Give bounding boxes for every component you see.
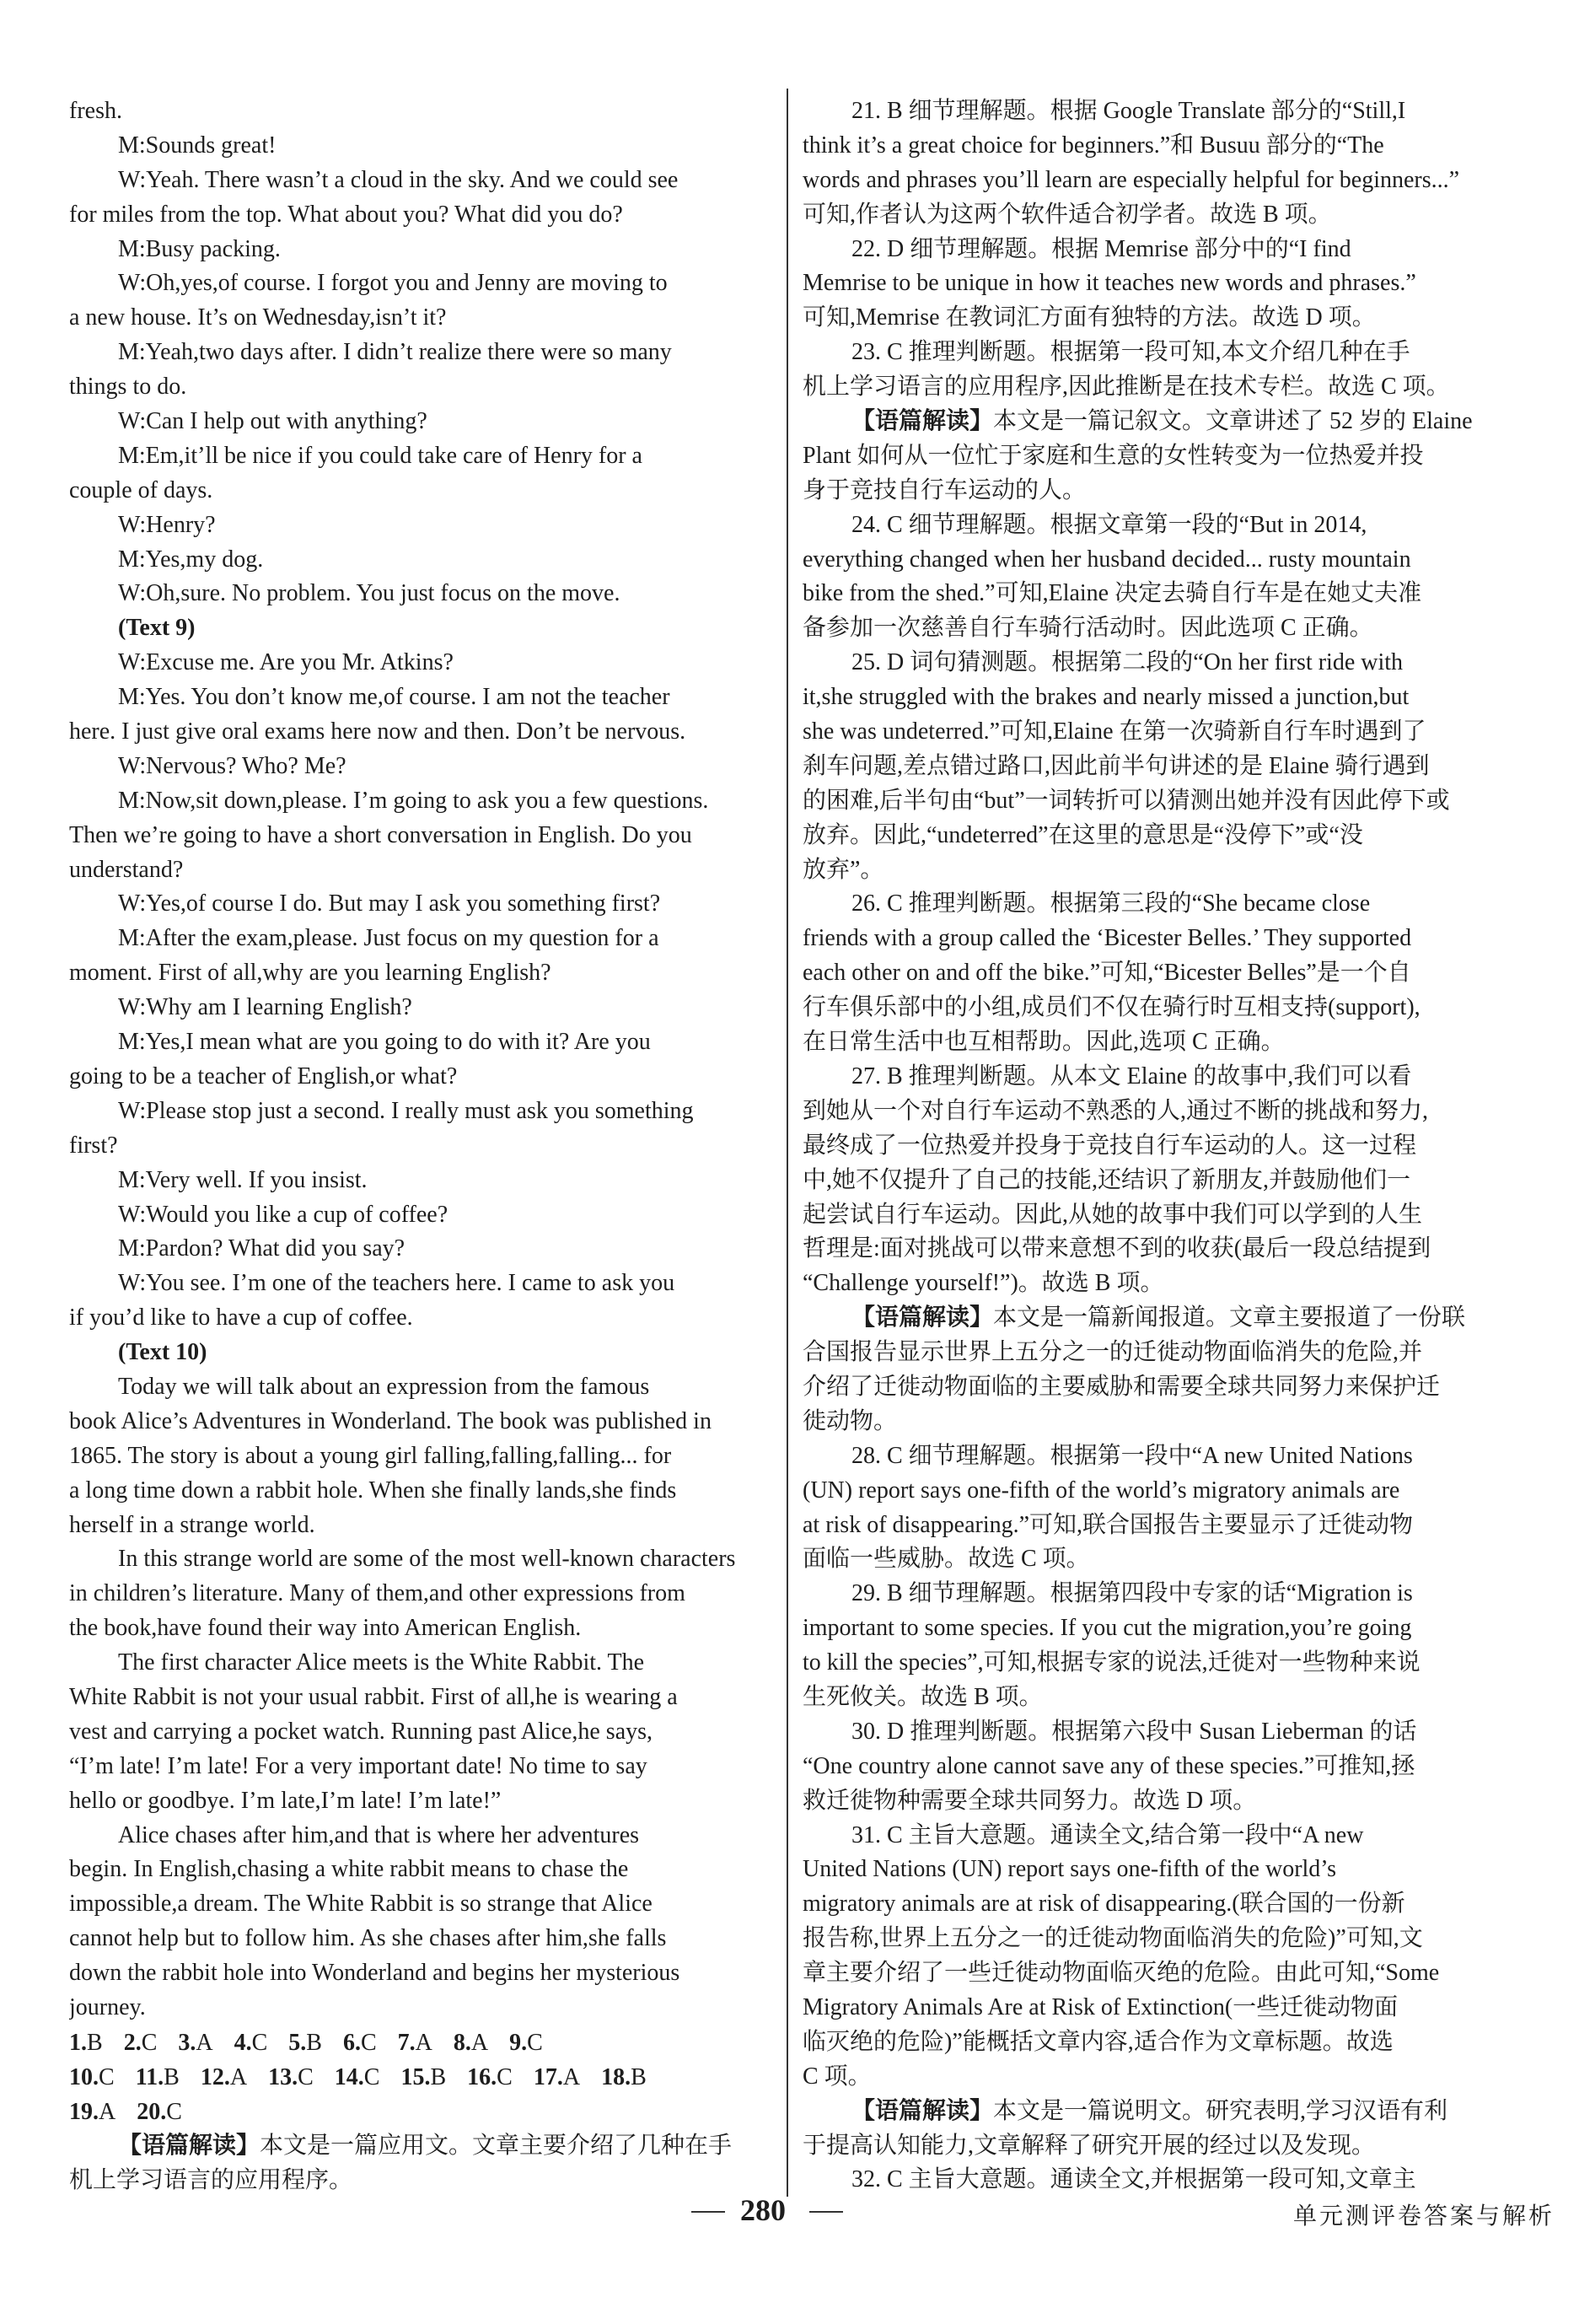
left-column: [69, 94, 771, 2198]
answer-number: 19.: [69, 2098, 99, 2125]
explanation-text-line: 31. C 主旨大意题。通读全文,结合第一段中“A new: [851, 1821, 1364, 1848]
explanation-text-line: friends with a group called the ‘Bicester Belles.’ They supported: [803, 925, 1412, 952]
explanation-text-line: 机上学习语言的应用程序,因此推断是在技术专栏。故选 C 项。: [803, 374, 1450, 401]
explanation-text-line: 30. D 推理判断题。根据第六段中 Susan Lieberman 的话: [851, 1718, 1417, 1745]
answer-item: 20.C: [137, 2098, 182, 2125]
explanation-text-line: 最终成了一位热爱并投身于竞技自行车运动的人。这一过程: [803, 1132, 1417, 1159]
answer-item: 7.A: [397, 2029, 432, 2056]
transcript-text-line: W:Can I help out with anything?: [118, 408, 427, 435]
transcript-text-line: impossible,a dream. The White Rabbit is so strange that Alice: [69, 1891, 653, 1918]
transcript-text-line: vest and carrying a pocket watch. Running past Alice,he says,: [69, 1718, 653, 1745]
answer-item: 9.C: [509, 2029, 543, 2056]
answer-item: 8.A: [453, 2029, 489, 2056]
explanation-text-line: “Challenge yourself!”)。故选 B 项。: [803, 1270, 1164, 1297]
transcript-text-line: hello or goodbye. I’m late,I’m late! I’m late!”: [69, 1787, 502, 1814]
explanation-text-line: 面临一些威胁。故选 C 项。: [803, 1546, 1090, 1573]
answer-item: 4.C: [234, 2029, 268, 2056]
explanation-text-line: 26. C 推理判断题。根据第三段的“She became close: [851, 890, 1371, 917]
answer-number: 13.: [268, 2063, 298, 2090]
explanation-text-line: 合国报告显示世界上五分之一的迁徙动物面临消失的危险,并: [803, 1339, 1423, 1366]
answer-row: [69, 2095, 771, 2129]
explanation-text-line: at risk of disappearing.”可知,联合国报告主要显示了迁徙动物: [803, 1511, 1414, 1538]
page-footer: [0, 2192, 1579, 2235]
transcript-text-line: things to do.: [69, 374, 187, 401]
explanation-text-line: bike from the shed.”可知,Elaine 决定去骑自行车是在她丈夫准: [803, 580, 1422, 607]
transcript-text-line: M:Busy packing.: [118, 235, 281, 262]
page-number-dash-right: [809, 2211, 843, 2213]
answer-number: 12.: [200, 2063, 230, 2090]
explanation-text-line: 介绍了迁徙动物面临的主要威胁和需要全球共同努力来保护迁: [803, 1373, 1441, 1400]
answer-number: 15.: [400, 2063, 431, 2090]
answer-item: 11.B: [135, 2063, 180, 2090]
explanation-text-line: 报告称,世界上五分之一的迁徙动物面临消失的危险)”可知,文: [803, 1925, 1423, 1952]
explanation-text-line: everything changed when her husband decided... rusty mountain: [803, 546, 1411, 573]
answer-item: 3.A: [178, 2029, 213, 2056]
answer-number: 17.: [533, 2063, 563, 2090]
explanation-text-line: 可知,作者认为这两个软件适合初学者。故选 B 项。: [803, 201, 1332, 228]
transcript-text-line: W:Would you like a cup of coffee?: [118, 1201, 448, 1228]
answer-number: 7.: [397, 2029, 416, 2056]
transcript-text-line: M:Yes,I mean what are you going to do with it? Are you: [118, 1029, 651, 1056]
explanation-text-line: 放弃。因此,“undeterred”在这里的意思是“没停下”或“没: [803, 821, 1363, 848]
transcript-text-line: M:Now,sit down,please. I’m going to ask you a few questions.: [118, 787, 709, 814]
explanation-text-line: 到她从一个对自行车运动不熟悉的人,通过不断的挑战和努力,: [803, 1097, 1429, 1124]
answer-row: [69, 2025, 771, 2060]
answer-item: 2.C: [123, 2029, 158, 2056]
transcript-text-line: “I’m late! I’m late! For a very important date! No time to say: [69, 1752, 647, 1779]
transcript-text-line: M:Very well. If you insist.: [118, 1166, 368, 1193]
transcript-text-line: W:Oh,yes,of course. I forgot you and Jenny are moving to: [118, 270, 668, 297]
transcript-text-line: down the rabbit hole into Wonderland and begins her mysterious: [69, 1960, 680, 1987]
answer-number: 9.: [509, 2029, 528, 2056]
answer-number: 4.: [234, 2029, 252, 2056]
right-column: [803, 94, 1504, 2198]
transcript-text-line: Then we’re going to have a short conversation in English. Do you: [69, 821, 692, 848]
explanation-text-line: 【语篇解读】本文是一篇记叙文。文章讲述了 52 岁的 Elaine: [851, 408, 1473, 435]
answer-number: 18.: [601, 2063, 631, 2090]
section-label: 【语篇解读】: [118, 2132, 260, 2159]
transcript-text-line: M:After the exam,please. Just focus on my question for a: [118, 925, 659, 952]
explanation-text-line: each other on and off the bike.”可知,“Bicester Belles”是一个自: [803, 960, 1411, 987]
answer-number: 14.: [334, 2063, 364, 2090]
transcript-text-line: W:Oh,sure. No problem. You just focus on the move.: [118, 580, 620, 607]
explanation-text-line: 刹车问题,差点错过路口,因此前半句讲述的是 Elaine 骑行遇到: [803, 752, 1430, 779]
transcript-text-line: (Text 10): [118, 1339, 207, 1366]
explanation-text-line: Migratory Animals Are at Risk of Extinction(一些迁徙动物面: [803, 1993, 1399, 2020]
transcript-text-line: Today we will talk about an expression from the famous: [118, 1373, 650, 1400]
explanation-text-line: migratory animals are at risk of disappearing.(联合国的一份新: [803, 1891, 1405, 1918]
explanation-text-line: 22. D 细节理解题。根据 Memrise 部分中的“I find: [851, 235, 1351, 262]
explanation-text-line: C 项。: [803, 2063, 872, 2090]
transcript-text-line: moment. First of all,why are you learning English?: [69, 960, 551, 987]
transcript-text-line: for miles from the top. What about you? What did you do?: [69, 201, 623, 228]
explanation-text-line: 哲理是:面对挑战可以带来意想不到的收获(最后一段总结提到: [803, 1235, 1431, 1262]
transcript-text-line: W:Yeah. There wasn’t a cloud in the sky. And we could see: [118, 166, 679, 193]
answer-number: 11.: [135, 2063, 164, 2090]
answer-number: 2.: [123, 2029, 142, 2056]
transcript-text-line: W:Why am I learning English?: [118, 994, 412, 1021]
explanation-text-line: 的困难,后半句由“but”一词转折可以猜测出她并没有因此停下或: [803, 787, 1450, 814]
transcript-text-line: journey.: [69, 1993, 146, 2020]
explanation-text-line: 29. B 细节理解题。根据第四段中专家的话“Migration is: [851, 1580, 1413, 1607]
explanation-text-line: 生死攸关。故选 B 项。: [803, 1683, 1043, 1710]
explanation-text-line: 23. C 推理判断题。根据第一段可知,本文介绍几种在手: [851, 339, 1410, 366]
transcript-text-line: Alice chases after him,and that is where her adventures: [118, 1821, 640, 1848]
explanation-text-line: 28. C 细节理解题。根据第一段中“A new United Nations: [851, 1442, 1413, 1469]
explanation-text-line: 27. B 推理判断题。从本文 Elaine 的故事中,我们可以看: [851, 1062, 1412, 1089]
explanation-text-line: think it’s a great choice for beginners.”和 Busuu 部分的“The: [803, 132, 1384, 159]
transcript-text-line: couple of days.: [69, 476, 213, 503]
transcript-text-line: if you’d like to have a cup of coffee.: [69, 1305, 413, 1331]
transcript-text-line: W:Please stop just a second. I really must ask you something: [118, 1097, 694, 1124]
transcript-text-line: cannot help but to follow him. As she chases after him,she falls: [69, 1925, 667, 1952]
transcript-text-line: (Text 9): [118, 615, 196, 642]
explanation-text-line: 32. C 主旨大意题。通读全文,并根据第一段可知,文章主: [851, 2166, 1416, 2193]
explanation-text-line: 中,她不仅提升了自己的技能,还结识了新朋友,并鼓励他们一: [803, 1166, 1411, 1193]
explanation-text-line: Memrise to be unique in how it teaches new words and phrases.”: [803, 270, 1416, 297]
answer-number: 1.: [69, 2029, 87, 2056]
explanation-text-line: 可知,Memrise 在教词汇方面有独特的方法。故选 D 项。: [803, 304, 1376, 331]
section-label: 【语篇解读】: [851, 1305, 994, 1331]
transcript-text-line: a new house. It’s on Wednesday,isn’t it?: [69, 304, 447, 331]
section-title: 单元测评卷答案与解析: [1293, 2203, 1555, 2230]
explanation-text-line: 徙动物。: [803, 1407, 898, 1434]
answer-row: [69, 2060, 771, 2095]
page-number-dash-left: [691, 2211, 725, 2213]
answer-item: 14.C: [334, 2063, 380, 2090]
explanation-text-line: 【语篇解读】本文是一篇应用文。文章主要介绍了几种在手: [118, 2132, 733, 2159]
transcript-text-line: fresh.: [69, 98, 122, 124]
transcript-text-line: going to be a teacher of English,or what?: [69, 1062, 458, 1089]
transcript-text-line: W:Yes,of course I do. But may I ask you something first?: [118, 890, 661, 917]
explanation-text-line: 于提高认知能力,文章解释了研究开展的经过以及发现。: [803, 2132, 1376, 2159]
answer-item: 17.A: [533, 2063, 581, 2090]
explanation-text-line: 临灭绝的危险)”能概括文章内容,适合作为文章标题。故选: [803, 2028, 1394, 2055]
page-number: 280: [740, 2193, 786, 2227]
explanation-text-line: 放弃”。: [803, 856, 884, 883]
answer-item: 13.C: [268, 2063, 314, 2090]
explanation-text-line: 在日常生活中也互相帮助。因此,选项 C 正确。: [803, 1029, 1285, 1056]
explanation-text-line: words and phrases you’ll learn are especially helpful for beginners...”: [803, 166, 1460, 193]
answer-item: 18.B: [601, 2063, 647, 2090]
explanation-text-line: to kill the species”,可知,根据专家的说法,迁徙对一些物种来说: [803, 1649, 1421, 1676]
explanation-text-line: 【语篇解读】本文是一篇新闻报道。文章主要报道了一份联: [851, 1305, 1466, 1331]
explanation-text-line: she was undeterred.”可知,Elaine 在第一次骑新自行车时遇到了: [803, 718, 1426, 745]
explanation-text-line: 备参加一次慈善自行车骑行活动时。因此选项 C 正确。: [803, 615, 1373, 642]
transcript-text-line: herself in a strange world.: [69, 1511, 315, 1538]
answer-item: 10.C: [69, 2063, 115, 2090]
section-label: 【语篇解读】: [851, 408, 994, 435]
transcript-text-line: M:Em,it’ll be nice if you could take care of Henry for a: [118, 442, 642, 469]
answer-item: 6.C: [342, 2029, 377, 2056]
explanation-text-line: 身于竞技自行车运动的人。: [803, 476, 1087, 503]
answer-number: 20.: [137, 2098, 167, 2125]
answer-item: 1.B: [69, 2029, 103, 2056]
transcript-text-line: White Rabbit is not your usual rabbit. First of all,he is wearing a: [69, 1683, 678, 1710]
transcript-text-line: In this strange world are some of the most well-known characters: [118, 1546, 736, 1573]
explanation-text-line: 章主要介绍了一些迁徙动物面临灭绝的危险。由此可知,“Some: [803, 1960, 1440, 1987]
transcript-text-line: W:You see. I’m one of the teachers here. I came to ask you: [118, 1270, 675, 1297]
explanation-text-line: 救迁徙物种需要全球共同努力。故选 D 项。: [803, 1787, 1257, 1814]
transcript-text-line: first?: [69, 1132, 118, 1159]
transcript-text-line: W:Nervous? Who? Me?: [118, 752, 346, 779]
transcript-text-line: understand?: [69, 856, 184, 883]
explanation-text-line: Plant 如何从一位忙于家庭和生意的女性转变为一位热爱并投: [803, 442, 1424, 469]
transcript-text-line: here. I just give oral exams here now and then. Don’t be nervous.: [69, 718, 686, 745]
explanation-text-line: “One country alone cannot save any of these species.”可推知,拯: [803, 1752, 1415, 1779]
answer-number: 10.: [69, 2063, 99, 2090]
transcript-text-line: W:Excuse me. Are you Mr. Atkins?: [118, 649, 454, 676]
answer-number: 8.: [453, 2029, 471, 2056]
answer-item: 12.A: [200, 2063, 248, 2090]
explanation-text-line: important to some species. If you cut the migration,you’re going: [803, 1615, 1412, 1642]
answer-number: 6.: [342, 2029, 361, 2056]
explanation-text-line: United Nations (UN) report says one-fifth of the world’s: [803, 1856, 1336, 1883]
transcript-text-line: 1865. The story is about a young girl falling,falling,falling... for: [69, 1442, 672, 1469]
explanation-text-line: 起尝试自行车运动。因此,从她的故事中我们可以学到的人生: [803, 1201, 1423, 1228]
transcript-text-line: M:Yes. You don’t know me,of course. I am not the teacher: [118, 684, 670, 711]
explanation-text-line: 机上学习语言的应用程序。: [69, 2166, 353, 2193]
transcript-text-line: M:Pardon? What did you say?: [118, 1235, 405, 1262]
transcript-text-line: book Alice’s Adventures in Wonderland. The book was published in: [69, 1407, 712, 1434]
explanation-text-line: 行车俱乐部中的小组,成员们不仅在骑行时互相支持(support),: [803, 994, 1421, 1021]
transcript-text-line: M:Sounds great!: [118, 132, 277, 159]
transcript-text-line: M:Yeah,two days after. I didn’t realize there were so many: [118, 339, 672, 366]
column-divider: [787, 89, 788, 2197]
transcript-text-line: The first character Alice meets is the White Rabbit. The: [118, 1649, 645, 1676]
transcript-text-line: the book,have found their way into American English.: [69, 1615, 582, 1642]
answer-item: 19.A: [69, 2098, 116, 2125]
explanation-text-line: 24. C 细节理解题。根据文章第一段的“But in 2014,: [851, 511, 1367, 538]
answer-number: 5.: [288, 2029, 307, 2056]
explanation-text-line: it,she struggled with the brakes and nearly missed a junction,but: [803, 684, 1410, 711]
explanation-text-line: 25. D 词句猜测题。根据第二段的“On her first ride with: [851, 649, 1404, 676]
transcript-text-line: W:Henry?: [118, 511, 216, 538]
transcript-text-line: begin. In English,chasing a white rabbit means to chase the: [69, 1856, 629, 1883]
explanation-text-line: 【语篇解读】本文是一篇说明文。研究表明,学习汉语有利: [851, 2097, 1448, 2124]
explanation-text-line: 21. B 细节理解题。根据 Google Translate 部分的“Still,I: [851, 98, 1406, 124]
transcript-text-line: a long time down a rabbit hole. When she finally lands,she finds: [69, 1477, 677, 1504]
answer-item: 15.B: [400, 2063, 447, 2090]
section-label: 【语篇解读】: [851, 2097, 994, 2124]
answer-number: 3.: [178, 2029, 196, 2056]
transcript-text-line: in children’s literature. Many of them,and other expressions from: [69, 1580, 685, 1607]
transcript-text-line: M:Yes,my dog.: [118, 546, 264, 573]
answer-number: 16.: [467, 2063, 497, 2090]
explanation-text-line: (UN) report says one-fifth of the world’s migratory animals are: [803, 1477, 1400, 1504]
answer-item: 16.C: [467, 2063, 513, 2090]
answer-item: 5.B: [288, 2029, 322, 2056]
